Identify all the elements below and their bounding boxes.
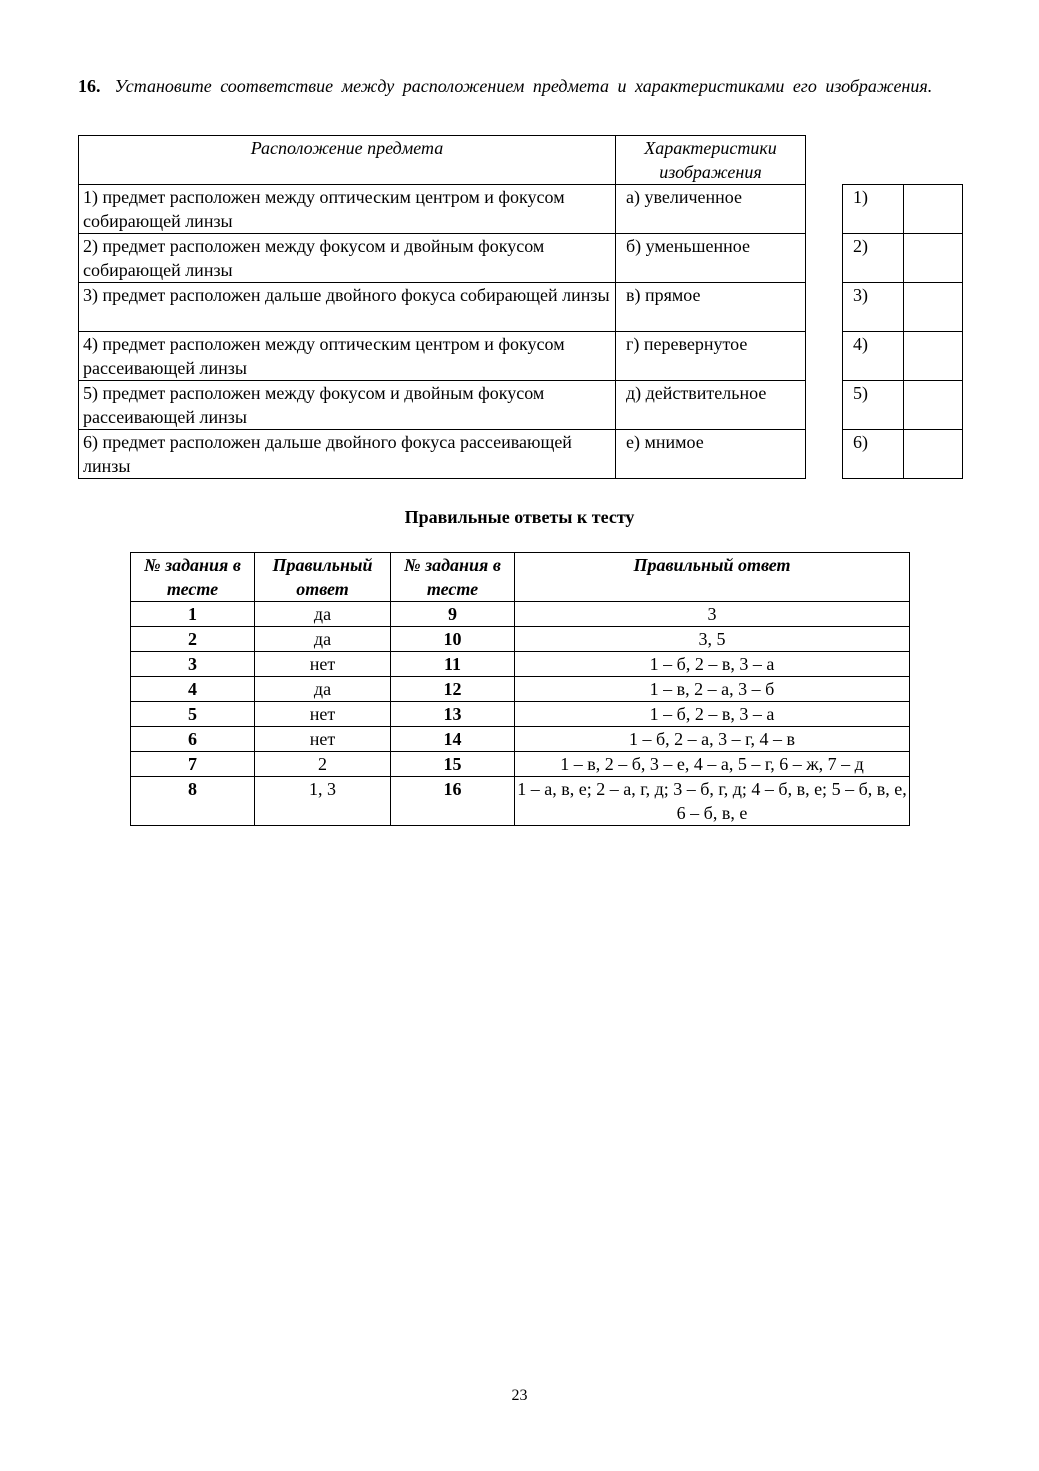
- position-cell: 6) предмет расположен дальше двойного фокуса рассеивающей линзы: [79, 430, 616, 479]
- position-cell: 1) предмет расположен между оптическим центром и фокусом собирающей линзы: [79, 185, 616, 234]
- answer-key-header: [131, 553, 910, 602]
- position-cell: 3) предмет расположен дальше двойного фокуса собирающей линзы: [79, 283, 616, 332]
- answer-row: [843, 283, 963, 332]
- header-position: Расположение предмета: [79, 136, 616, 185]
- characteristic-cell: г) перевернутое: [616, 332, 806, 381]
- table-row: [131, 727, 910, 752]
- task-number: 4: [131, 677, 255, 702]
- answer-grid: [842, 184, 963, 479]
- answer-row: [843, 430, 963, 479]
- task-number: 11: [391, 652, 515, 677]
- characteristic-cell: е) мнимое: [616, 430, 806, 479]
- position-cell: 2) предмет расположен между фокусом и двойным фокусом собирающей линзы: [79, 234, 616, 283]
- table-row: [79, 430, 806, 479]
- task-number: 10: [391, 627, 515, 652]
- correct-answer: да: [255, 627, 391, 652]
- task-number: 2: [131, 627, 255, 652]
- answer-label: 5): [843, 381, 904, 430]
- answer-row: [843, 234, 963, 283]
- correct-answer: 1 – б, 2 – в, 3 – а: [515, 652, 910, 677]
- answer-cell[interactable]: [904, 381, 963, 430]
- table-row: [131, 777, 910, 826]
- correct-answer: 1, 3: [255, 777, 391, 826]
- table-row: [79, 234, 806, 283]
- correct-answer: 2: [255, 752, 391, 777]
- header-characteristic: Характеристики изображения: [616, 136, 806, 185]
- characteristic-cell: д) действительное: [616, 381, 806, 430]
- task-number: 1: [131, 602, 255, 627]
- page-number: 23: [511, 1387, 528, 1404]
- table-row: [79, 381, 806, 430]
- task-number: 15: [391, 752, 515, 777]
- correct-answer: 1 – в, 2 – б, 3 – е, 4 – а, 5 – г, 6 – ж, 7 – д: [515, 752, 910, 777]
- matching-table-header: [79, 136, 806, 185]
- answer-cell[interactable]: [904, 283, 963, 332]
- table-row: [79, 283, 806, 332]
- answer-label: 4): [843, 332, 904, 381]
- correct-answer: 3, 5: [515, 627, 910, 652]
- characteristic-cell: а) увеличенное: [616, 185, 806, 234]
- correct-answer: нет: [255, 652, 391, 677]
- table-row: [131, 602, 910, 627]
- question-16: [78, 74, 954, 98]
- task-number: 7: [131, 752, 255, 777]
- correct-answer: 1 – а, в, е; 2 – а, г, д; 3 – б, г, д; 4 – б, в, е; 5 – б, в, е, 6 – б, в, е: [515, 777, 910, 826]
- header-task-number: № задания в тесте: [131, 553, 255, 602]
- characteristic-cell: б) уменьшенное: [616, 234, 806, 283]
- answer-row: [843, 381, 963, 430]
- task-number: 13: [391, 702, 515, 727]
- position-cell: 5) предмет расположен между фокусом и двойным фокусом рассеивающей линзы: [79, 381, 616, 430]
- table-row: [131, 627, 910, 652]
- task-number: 16: [391, 777, 515, 826]
- answer-label: 6): [843, 430, 904, 479]
- answer-label: 3): [843, 283, 904, 332]
- answer-cell[interactable]: [904, 332, 963, 381]
- task-number: 3: [131, 652, 255, 677]
- answer-label: 2): [843, 234, 904, 283]
- correct-answer: да: [255, 602, 391, 627]
- correct-answer: 1 – б, 2 – в, 3 – а: [515, 702, 910, 727]
- header-task-number-2: № задания в тесте: [391, 553, 515, 602]
- correct-answer: 1 – б, 2 – а, 3 – г, 4 – в: [515, 727, 910, 752]
- table-row: [79, 332, 806, 381]
- task-number: 9: [391, 602, 515, 627]
- answer-cell[interactable]: [904, 430, 963, 479]
- matching-table: [78, 135, 806, 479]
- correct-answer: да: [255, 677, 391, 702]
- position-cell: 4) предмет расположен между оптическим центром и фокусом рассеивающей линзы: [79, 332, 616, 381]
- correct-answer: нет: [255, 727, 391, 752]
- header-correct-answer-2: Правильный ответ: [515, 553, 910, 602]
- characteristic-cell: в) прямое: [616, 283, 806, 332]
- answer-label: 1): [843, 185, 904, 234]
- answer-row: [843, 332, 963, 381]
- task-number: 14: [391, 727, 515, 752]
- table-row: [131, 677, 910, 702]
- task-number: 6: [131, 727, 255, 752]
- correct-answer: 3: [515, 602, 910, 627]
- table-row: [131, 702, 910, 727]
- answer-cell[interactable]: [904, 185, 963, 234]
- correct-answer: нет: [255, 702, 391, 727]
- correct-answer: 1 – в, 2 – а, 3 – б: [515, 677, 910, 702]
- answer-cell[interactable]: [904, 234, 963, 283]
- answer-row: [843, 185, 963, 234]
- task-number: 8: [131, 777, 255, 826]
- table-row: [131, 752, 910, 777]
- question-text: Установите соответствие между расположением предмета и характеристиками его изображения.: [114, 76, 933, 96]
- task-number: 12: [391, 677, 515, 702]
- question-number: 16.: [78, 76, 101, 96]
- answers-title: Правильные ответы к тесту: [404, 507, 635, 527]
- table-row: [131, 652, 910, 677]
- header-correct-answer: Правильный ответ: [255, 553, 391, 602]
- table-row: [79, 185, 806, 234]
- task-number: 5: [131, 702, 255, 727]
- answer-key-table: [130, 552, 910, 826]
